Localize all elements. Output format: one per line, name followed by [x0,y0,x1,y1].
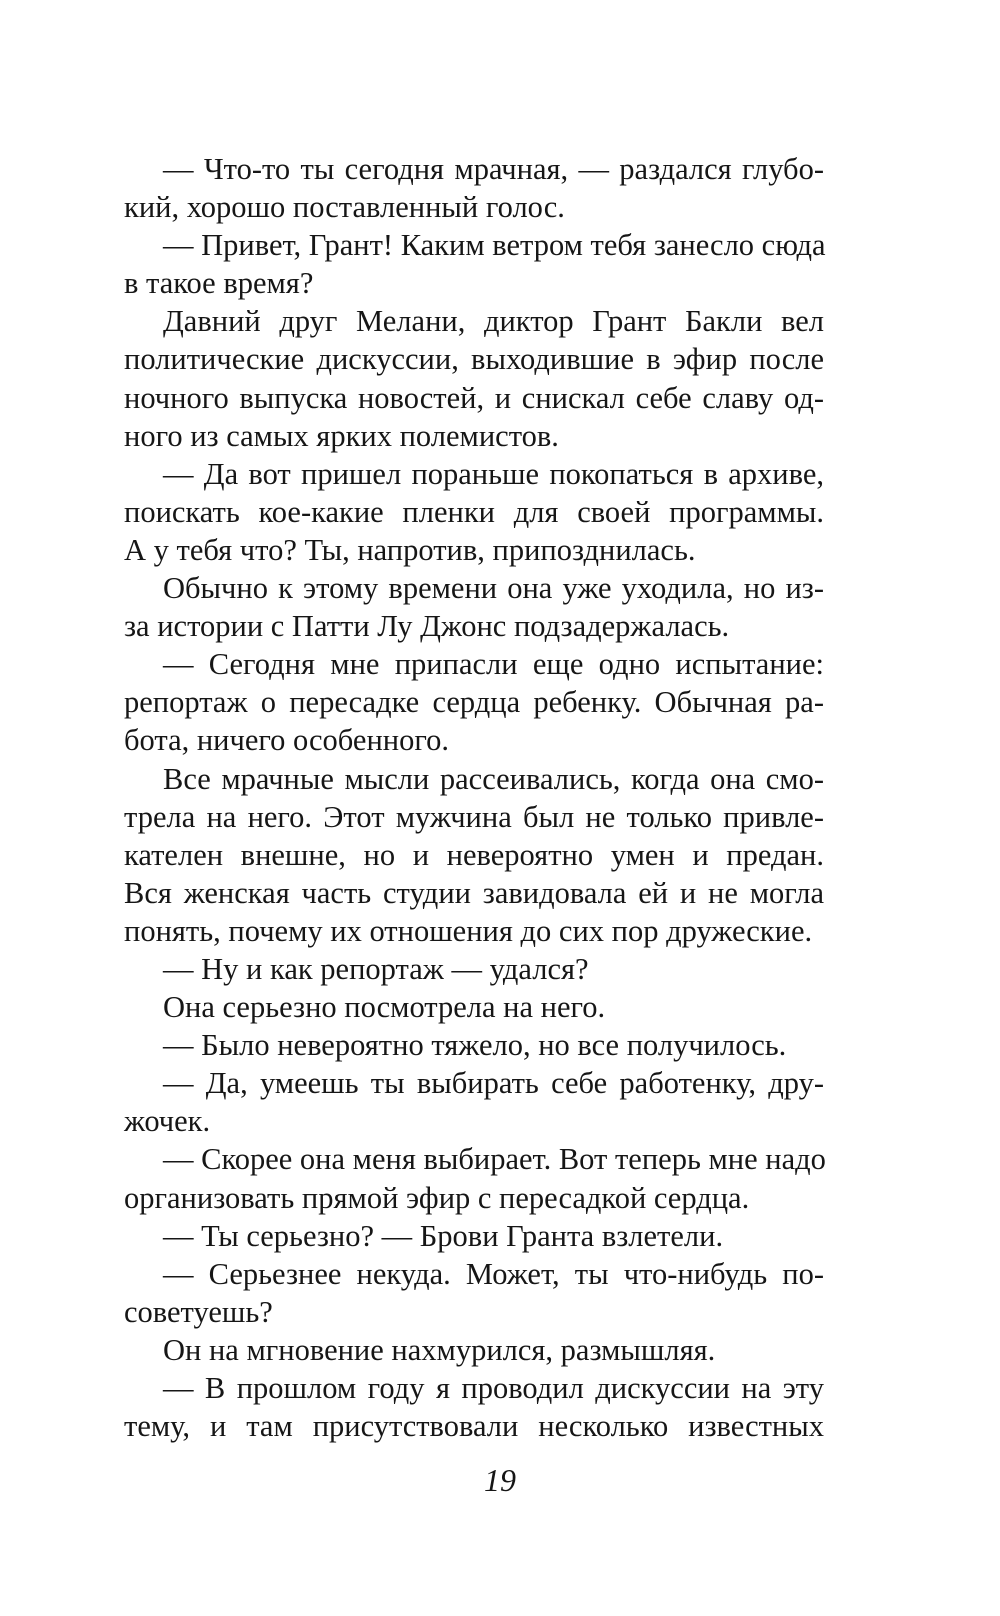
text-line: Обычно к этому времени она уже уходила, но из- [163,571,824,606]
text-line: политические дискуссии, выходившие в эфир после [124,342,824,377]
text-line: жочек. [124,1104,211,1139]
text-line: — Да вот пришел пораньше покопаться в архиве, [163,456,824,491]
text-line: за истории с Патти Лу Джонс подзадержалась. [124,609,730,644]
text-line: понять, почему их отношения до сих пор дружеские. [124,913,813,948]
text-line: кий, хорошо поставленный голос. [124,190,565,225]
text-line: Она серьезно посмотрела на него. [163,990,606,1025]
text-line: советуешь? [124,1294,273,1329]
text-line: ночного выпуска новостей, и снискал себе славу од- [124,380,824,415]
text-line: Он на мгновение нахмурился, размышляя. [163,1332,716,1367]
text-line: поискать кое-какие пленки для своей программы. [124,494,824,529]
text-line: кателен внешне, но и невероятно умен и предан. [124,837,824,872]
text-line: А у тебя что? Ты, напротив, припозднилась. [124,532,696,567]
text-line: тему, и там присутствовали несколько известных [124,1409,824,1444]
text-line: ного из самых ярких полемистов. [124,418,559,453]
text-line: — Ты серьезно? — Брови Гранта взлетели. [163,1218,724,1253]
text-line: — Что-то ты сегодня мрачная, — раздался глубо- [163,152,824,186]
text-line: — Да, умеешь ты выбирать себе работенку, дру- [163,1066,824,1101]
body-text [124,150,824,1445]
text-line: Вся женская часть студии завидовала ей и не могла [124,875,824,910]
text-line: организовать прямой эфир с пересадкой сердца. [124,1180,750,1215]
text-line: бота, ничего особенного. [124,723,449,758]
text-line: — Было невероятно тяжело, но все получилось. [163,1028,787,1063]
text-line: — Привет, Грант! Каким ветром тебя занесло сюда [163,228,826,263]
text-line: в такое время? [124,266,314,301]
text-line: — В прошлом году я проводил дискуссии на эту [163,1371,824,1405]
text-line: — Скорее она меня выбирает. Вот теперь мне надо [163,1142,826,1177]
text-line: репортаж о пересадке сердца ребенку. Обычная ра- [124,685,824,720]
text-line: — Серьезнее некуда. Может, ты что-нибудь по- [163,1256,824,1291]
page-number: 19 [484,1462,516,1498]
text-line: — Ну и как репортаж — удался? [163,951,589,986]
text-line: Все мрачные мысли рассеивались, когда она смо- [163,761,824,796]
text-line: — Сегодня мне припасли еще одно испытание: [163,647,824,682]
text-line: трела на него. Этот мужчина был не только привле- [124,799,824,834]
text-line: Давний друг Мелани, диктор Грант Бакли вел [163,304,824,339]
